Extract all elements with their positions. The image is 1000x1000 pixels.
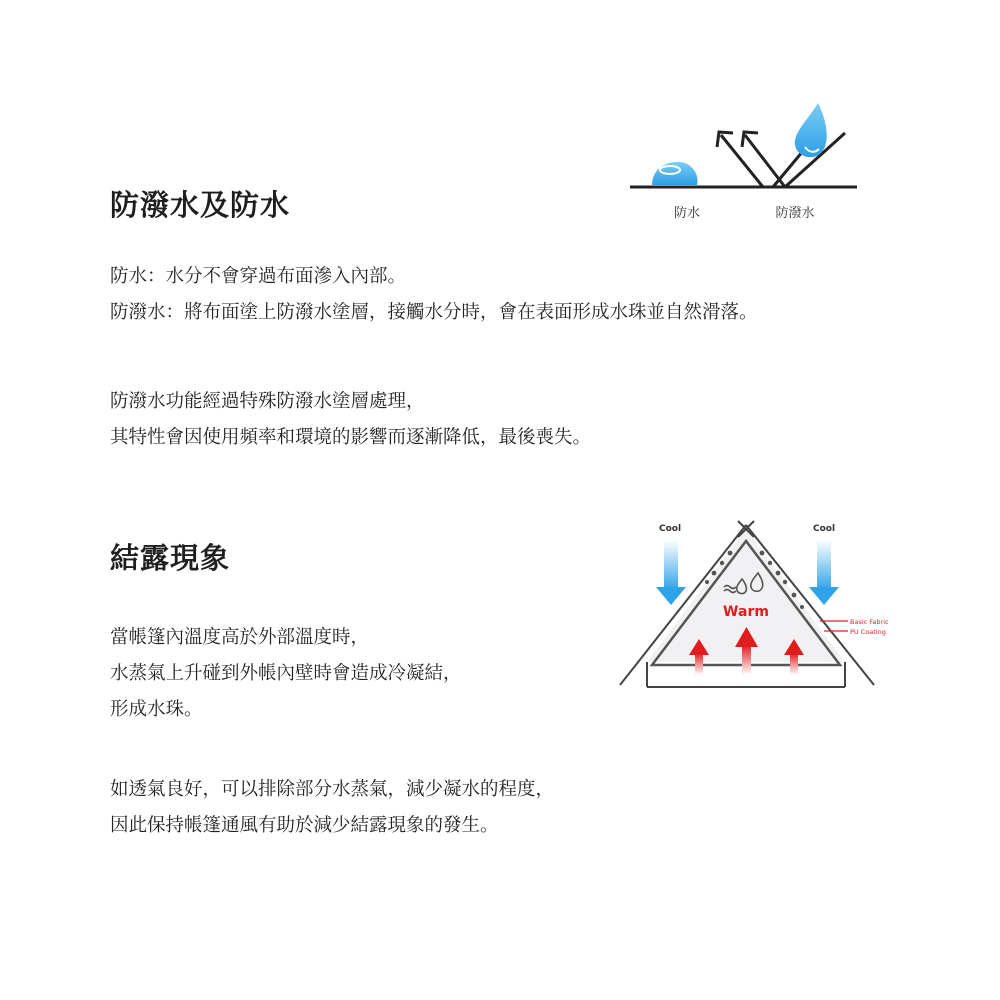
basic-fabric-label: Basic Fabric	[850, 618, 889, 626]
waterproof-diagram	[625, 95, 865, 230]
section2-title: 結露現象	[110, 541, 231, 575]
section1-title: 防潑水及防水	[110, 188, 291, 222]
cool-arrow-left-icon	[656, 540, 686, 605]
waterproof-label: 防水	[673, 206, 701, 221]
cool-arrow-right-icon	[809, 540, 839, 605]
water-repellent-label: 防潑水	[775, 206, 815, 221]
definition-water-repellent: 防潑水：將布面塗上防潑水塗層，接觸水分時，會在表面形成水珠並自然滑落。	[110, 302, 758, 323]
ventilation-line-1: 如透氣良好，可以排除部分水蒸氣，減少凝水的程度，	[110, 779, 555, 800]
water-bead-icon	[652, 162, 698, 185]
cool-label-right: Cool	[812, 524, 836, 534]
pu-coating-label: PU Coating	[850, 628, 886, 636]
cool-label-left: Cool	[658, 524, 682, 534]
definition-waterproof: 防水：水分不會穿過布面滲入內部。	[110, 266, 407, 287]
condensation-line-2: 水蒸氣上升碰到外帳內壁時會造成冷凝結，	[110, 663, 462, 684]
warm-label: Warm	[723, 604, 769, 620]
note-line-1: 防潑水功能經過特殊防潑水塗層處理，	[110, 391, 425, 412]
water-drop-icon	[795, 103, 827, 157]
condensation-line-1: 當帳篷內溫度高於外部溫度時，	[110, 627, 370, 648]
definitions-block	[110, 259, 758, 331]
note-line-2: 其特性會因使用頻率和環境的影響而逐漸降低，最後喪失。	[110, 427, 592, 448]
condensation-paragraph-2	[110, 772, 554, 844]
condensation-line-3: 形成水珠。	[110, 699, 203, 720]
notes-block	[110, 384, 591, 456]
condensation-diagram	[612, 515, 902, 695]
ventilation-line-2: 因此保持帳篷通風有助於減少結露現象的發生。	[110, 815, 499, 836]
condensation-paragraph-1	[110, 620, 462, 728]
